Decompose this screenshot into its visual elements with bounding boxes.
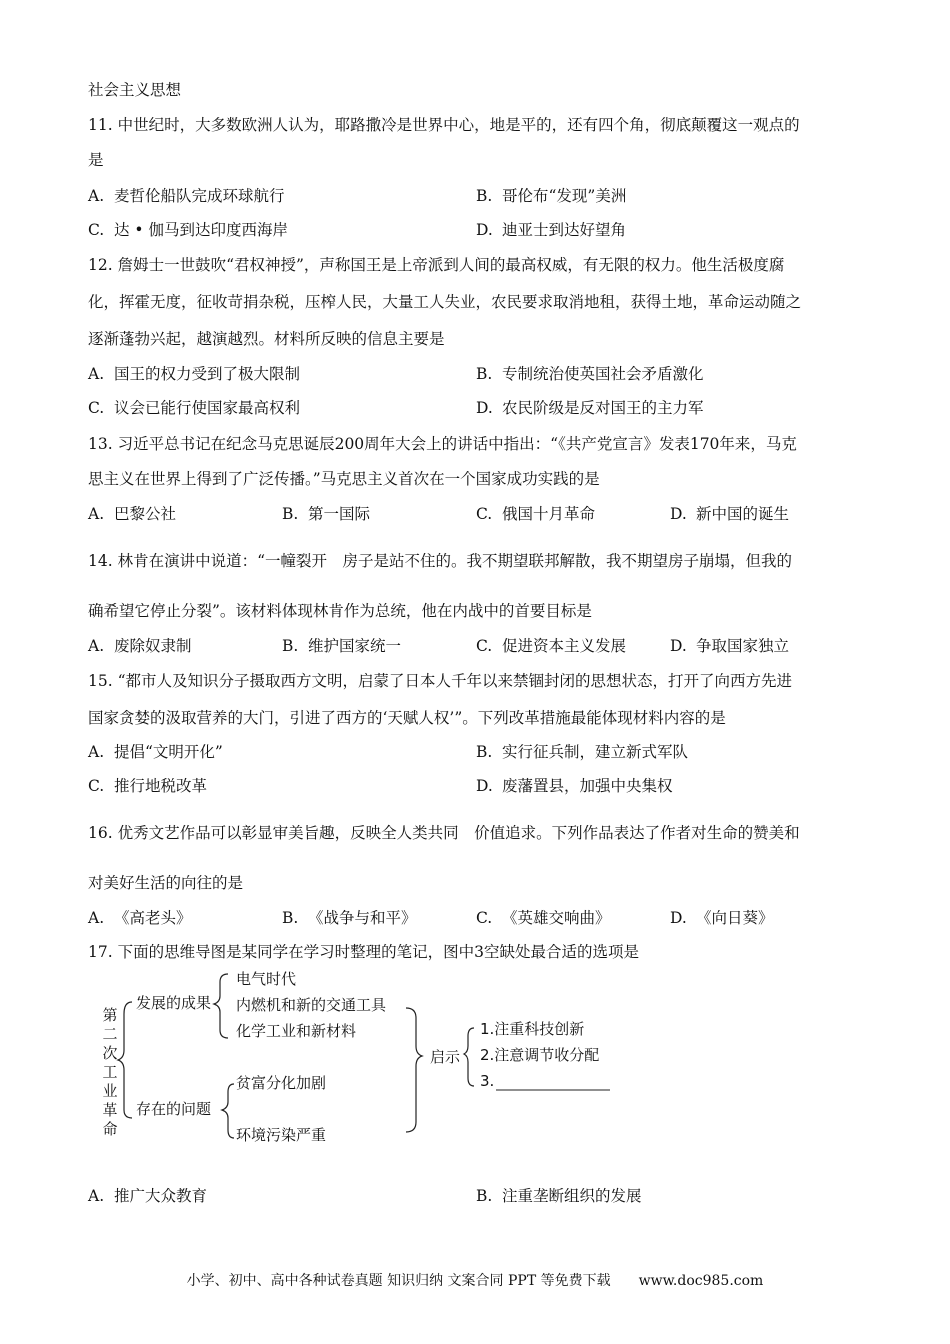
question-13-stem: 13. 习近平总书记在纪念马克思诞辰200周年大会上的讲话中指出：“《共产党宣言》发表170年来，马克 [88, 435, 797, 453]
footer-text: 小学、初中、高中各种试卷真题 知识归纳 文案合同 PPT 等免费下载 [186, 1273, 611, 1289]
root-char: 次 [102, 1044, 118, 1062]
question-16-stem-cont: 对美好生活的向往的是 [88, 874, 244, 892]
q13-option-a: A. 巴黎公社 [88, 505, 177, 523]
text-fragment: 社会主义思想 [88, 81, 182, 99]
q16-option-b: B. 《战争与和平》 [282, 909, 417, 927]
insight-item-2: 2.注意调节收分配 [480, 1046, 600, 1064]
q11-option-b: B. 哥伦布“发现”美洲 [476, 187, 627, 205]
problem-item-1: 贫富分化加剧 [236, 1074, 327, 1092]
q13-option-d: D. 新中国的诞生 [670, 505, 790, 523]
problem-item-2: 环境污染严重 [236, 1126, 327, 1144]
q16-option-c: C. 《英雄交响曲》 [476, 909, 611, 927]
q13-option-c: C. 俄国十月革命 [476, 505, 596, 523]
insights-brace [464, 1028, 474, 1086]
root-char: 工 [102, 1063, 118, 1081]
q11-option-a: A. 麦哲伦船队完成环球航行 [88, 187, 285, 205]
q15-option-d: D. 废藩置县，加强中央集权 [476, 777, 673, 795]
root-char: 二 [102, 1025, 118, 1043]
q16-option-d: D. 《向日葵》 [670, 909, 774, 927]
question-17-stem: 17. 下面的思维导图是某同学在学习时整理的笔记，图中3空缺处最合适的选项是 [88, 943, 639, 961]
q12-option-c: C. 议会已能行使国家最高权利 [88, 399, 301, 417]
root-char: 命 [102, 1120, 118, 1138]
question-15-stem: 15. “都市人及知识分子摄取西方文明，启蒙了日本人千年以来禁锢封闭的思想状态，打开了向西方先进 [88, 672, 793, 690]
q16-option-a: A. 《高老头》 [88, 909, 192, 927]
q15-option-c: C. 推行地税改革 [88, 777, 208, 795]
question-12-stem: 12. 詹姆士一世鼓吹“君权神授”，声称国王是上帝派到人间的最高权威，有无限的权力。他生活极度腐 [88, 256, 785, 274]
q12-option-d: D. 农民阶级是反对国王的主力军 [476, 399, 704, 417]
q14-option-c: C. 促进资本主义发展 [476, 637, 627, 655]
insight-item-3: 3. [480, 1072, 495, 1090]
root-char: 革 [102, 1101, 118, 1119]
question-13-stem-cont: 思主义在世界上得到了广泛传播。”马克思主义首次在一个国家成功实践的是 [88, 470, 600, 488]
question-16-stem: 16. 优秀文艺作品可以彰显审美旨趣，反映全人类共同 价值追求。下列作品表达了作者对生命的赞美和 [88, 824, 800, 842]
q15-option-a: A. 提倡“文明开化” [88, 743, 223, 761]
mindmap-root [102, 1006, 117, 1138]
problems-label: 存在的问题 [136, 1100, 212, 1118]
question-12-stem-cont: 化，挥霍无度，征收苛捐杂税，压榨人民，大量工人失业，农民要求取消地租，获得土地，革命运动随之 [88, 293, 802, 311]
q12-option-a: A. 国王的权力受到了极大限制 [88, 365, 301, 383]
q14-option-b: B. 维护国家统一 [282, 637, 402, 655]
insight-item-1: 1.注重科技创新 [480, 1020, 585, 1038]
q12-option-b: B. 专制统治使英国社会矛盾激化 [476, 365, 704, 383]
achievement-item-1: 电气时代 [236, 970, 297, 988]
achievements-brace [214, 974, 228, 1038]
q11-option-c: C. 达 • 伽马到达印度西海岸 [88, 221, 288, 239]
svg-text:第二次工业革命 [102, 1006, 117, 1138]
question-12-stem-cont2: 逐渐蓬勃兴起，越演越烈。材料所反映的信息主要是 [88, 330, 445, 348]
mind-map-diagram [88, 962, 648, 1152]
achievement-item-3: 化学工业和新材料 [236, 1022, 357, 1040]
root-brace [118, 1002, 132, 1118]
achievement-item-2: 内燃机和新的交通工具 [236, 996, 387, 1014]
question-14-stem-cont: 确希望它停止分裂”。该材料体现林肯作为总统，他在内战中的首要目标是 [88, 602, 592, 620]
q17-option-b: B. 注重垄断组织的发展 [476, 1187, 642, 1205]
insight-label: 启示 [430, 1048, 461, 1066]
question-11-stem-cont: 是 [88, 151, 104, 169]
q13-option-b: B. 第一国际 [282, 505, 371, 523]
q17-option-a: A. 推广大众教育 [88, 1187, 208, 1205]
question-15-stem-cont: 国家贪婪的汲取营养的大门，引进了西方的‘天赋人权’”。下列改革措施最能体现材料内容的是 [88, 709, 726, 727]
q11-option-d: D. 迪亚士到达好望角 [476, 221, 627, 239]
root-char: 第 [102, 1006, 118, 1024]
question-14-stem: 14. 林肯在演讲中说道：“一幢裂开 房子是站不住的。我不期望联邦解散，我不期望房子崩塌，但我的 [88, 552, 793, 570]
question-11-stem: 11. 中世纪时，大多数欧洲人认为，耶路撒冷是世界中心，地是平的，还有四个角，彻底颠覆这一观点的 [88, 116, 800, 134]
q14-option-a: A. 废除奴隶制 [88, 637, 192, 655]
page-footer [0, 1270, 950, 1290]
problems-brace [222, 1084, 234, 1138]
insight-brace [406, 1008, 422, 1132]
root-char: 业 [102, 1082, 118, 1100]
q15-option-b: B. 实行征兵制，建立新式军队 [476, 743, 689, 761]
footer-url[interactable]: www.doc985.com [638, 1273, 764, 1289]
achievements-label: 发展的成果 [136, 994, 212, 1012]
q14-option-d: D. 争取国家独立 [670, 637, 790, 655]
